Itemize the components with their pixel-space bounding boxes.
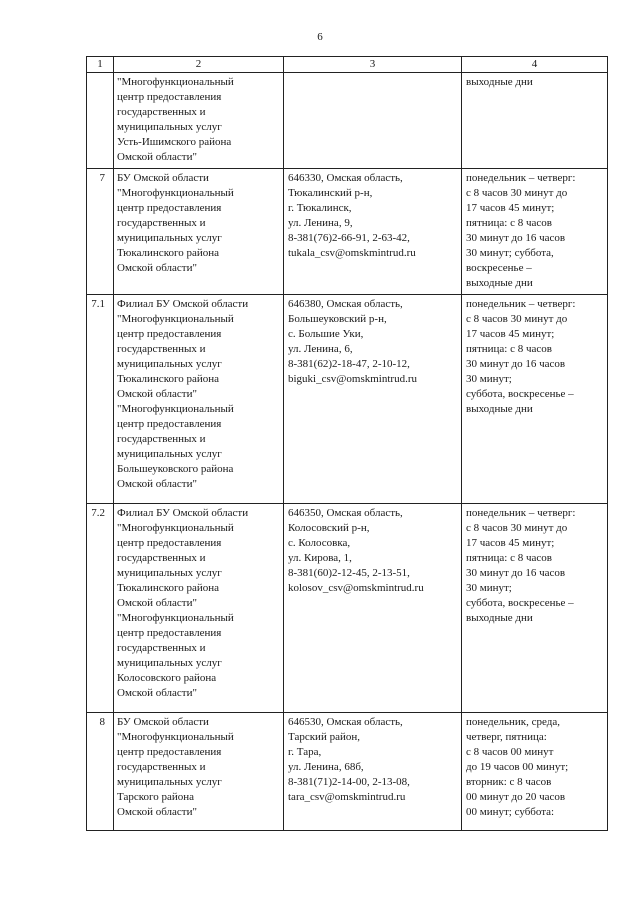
cell-line: Филиал БУ Омской области bbox=[117, 507, 249, 519]
cell-line: суббота, воскресенье – bbox=[466, 597, 574, 609]
organization-cell bbox=[114, 504, 284, 713]
cell-line: Большеуковского района bbox=[117, 463, 234, 475]
cell-line: 30 минут до 16 часов bbox=[466, 567, 566, 579]
cell-line: 30 минут; bbox=[466, 582, 512, 594]
header-cell: 4 bbox=[462, 57, 608, 73]
cell-line: "Многофункциональный bbox=[117, 313, 234, 325]
cell-line: с 8 часов 30 минут до bbox=[466, 522, 568, 534]
hours-cell bbox=[462, 713, 608, 831]
cell-line: 646380, Омская область, bbox=[288, 298, 403, 310]
cell-line: Филиал БУ Омской области bbox=[117, 298, 249, 310]
cell-line: "Многофункциональный bbox=[117, 403, 234, 415]
hours-cell bbox=[462, 169, 608, 295]
cell-line: пятница: с 8 часов bbox=[466, 217, 552, 229]
cell-line: муниципальных услуг bbox=[117, 448, 222, 460]
cell-line: biguki_csv@omskmintrud.ru bbox=[288, 373, 417, 385]
cell-line: Колосовского района bbox=[117, 672, 217, 684]
cell-line: до 19 часов 00 минут; bbox=[466, 761, 569, 773]
table-row bbox=[87, 713, 608, 831]
cell-line: "Многофункциональный bbox=[117, 187, 234, 199]
address-cell bbox=[284, 169, 462, 295]
cell-line: выходные дни bbox=[466, 277, 533, 289]
cell-line: 17 часов 45 минут; bbox=[466, 537, 555, 549]
cell-line: Тарский район, bbox=[288, 731, 360, 743]
cell-line: государственных и bbox=[117, 433, 206, 445]
cell-line: четверг, пятница: bbox=[466, 731, 547, 743]
cell-line: пятница: с 8 часов bbox=[466, 343, 552, 355]
cell-line: Большеуковский р-н, bbox=[288, 313, 387, 325]
cell-line: муниципальных услуг bbox=[117, 776, 222, 788]
organization-cell bbox=[114, 73, 284, 169]
cell-line: 30 минут до 16 часов bbox=[466, 358, 566, 370]
cell-line: с. Колосовка, bbox=[288, 537, 351, 549]
cell-line: Омской области" bbox=[117, 687, 197, 699]
cell-line: Тюкалинского района bbox=[117, 582, 220, 594]
cell-line: 17 часов 45 минут; bbox=[466, 328, 555, 340]
cell-line: государственных и bbox=[117, 343, 206, 355]
cell-line: воскресенье – bbox=[466, 262, 532, 274]
cell-line: центр предоставления bbox=[117, 91, 222, 103]
cell-line: Омской области" bbox=[117, 151, 197, 163]
table-row bbox=[87, 73, 608, 169]
row-number-cell bbox=[87, 73, 114, 169]
cell-line: вторник: с 8 часов bbox=[466, 776, 552, 788]
cell-line: Тарского района bbox=[117, 791, 195, 803]
cell-line: Омской области" bbox=[117, 597, 197, 609]
cell-line: центр предоставления bbox=[117, 537, 222, 549]
table-row bbox=[87, 504, 608, 713]
page-number: 6 bbox=[317, 31, 323, 43]
address-cell bbox=[284, 504, 462, 713]
cell-line: муниципальных услуг bbox=[117, 121, 222, 133]
cell-line: понедельник, среда, bbox=[466, 716, 560, 728]
row-number-cell: 7.2 bbox=[87, 504, 114, 713]
cell-line: Омской области" bbox=[117, 388, 197, 400]
cell-line: 646330, Омская область, bbox=[288, 172, 403, 184]
cell-line: центр предоставления bbox=[117, 746, 222, 758]
table-row bbox=[87, 295, 608, 504]
hours-cell bbox=[462, 504, 608, 713]
cell-line: с 8 часов 00 минут bbox=[466, 746, 554, 758]
cell-line: kolosov_csv@omskmintrud.ru bbox=[288, 582, 424, 594]
row-number-cell: 8 bbox=[87, 713, 114, 831]
organization-cell bbox=[114, 169, 284, 295]
cell-line: ул. Ленина, 6, bbox=[288, 343, 353, 355]
header-cell: 1 bbox=[87, 57, 114, 73]
cell-line: 646530, Омская область, bbox=[288, 716, 403, 728]
cell-line: БУ Омской области bbox=[117, 172, 209, 184]
cell-line: 30 минут до 16 часов bbox=[466, 232, 566, 244]
cell-line: г. Тара, bbox=[288, 746, 322, 758]
cell-line: г. Тюкалинск, bbox=[288, 202, 352, 214]
cell-line: с. Большие Уки, bbox=[288, 328, 364, 340]
header-cell: 2 bbox=[114, 57, 284, 73]
cell-line: 30 минут; суббота, bbox=[466, 247, 554, 259]
cell-line: "Многофункциональный bbox=[117, 76, 234, 88]
cell-line: 646350, Омская область, bbox=[288, 507, 403, 519]
cell-line: муниципальных услуг bbox=[117, 358, 222, 370]
cell-line: центр предоставления bbox=[117, 627, 222, 639]
cell-line: Омской области" bbox=[117, 806, 197, 818]
cell-line: центр предоставления bbox=[117, 418, 222, 430]
cell-line: 00 минут; суббота: bbox=[466, 806, 555, 818]
organization-cell bbox=[114, 295, 284, 504]
cell-line: ул. Ленина, 9, bbox=[288, 217, 353, 229]
cell-line: tukala_csv@omskmintrud.ru bbox=[288, 247, 416, 259]
cell-line: 8-381(62)2-18-47, 2-10-12, bbox=[288, 358, 410, 370]
hours-cell bbox=[462, 73, 608, 169]
hours-cell bbox=[462, 295, 608, 504]
cell-line: муниципальных услуг bbox=[117, 657, 222, 669]
cell-line: "Многофункциональный bbox=[117, 731, 234, 743]
cell-line: понедельник – четверг: bbox=[466, 172, 576, 184]
cell-line: Омской области" bbox=[117, 478, 197, 490]
organization-cell bbox=[114, 713, 284, 831]
cell-line: "Многофункциональный bbox=[117, 522, 234, 534]
cell-line: понедельник – четверг: bbox=[466, 507, 576, 519]
cell-line: 30 минут; bbox=[466, 373, 512, 385]
cell-line: Омской области" bbox=[117, 262, 197, 274]
cell-line: центр предоставления bbox=[117, 202, 222, 214]
cell-line: выходные дни bbox=[466, 76, 533, 88]
cell-line: государственных и bbox=[117, 761, 206, 773]
cell-line: пятница: с 8 часов bbox=[466, 552, 552, 564]
cell-line: 17 часов 45 минут; bbox=[466, 202, 555, 214]
cell-line: Усть-Ишимского района bbox=[117, 136, 232, 148]
cell-line: ул. Кирова, 1, bbox=[288, 552, 352, 564]
cell-line: государственных и bbox=[117, 642, 206, 654]
cell-line: с 8 часов 30 минут до bbox=[466, 313, 568, 325]
cell-line: Тюкалинского района bbox=[117, 247, 220, 259]
cell-line: "Многофункциональный bbox=[117, 612, 234, 624]
table-header-row bbox=[87, 57, 608, 73]
cell-line: муниципальных услуг bbox=[117, 232, 222, 244]
row-number-cell: 7.1 bbox=[87, 295, 114, 504]
mfc-table bbox=[86, 56, 608, 831]
cell-line: с 8 часов 30 минут до bbox=[466, 187, 568, 199]
cell-line: Тюкалинский р-н, bbox=[288, 187, 373, 199]
cell-line: 00 минут до 20 часов bbox=[466, 791, 566, 803]
cell-line: tara_csv@omskmintrud.ru bbox=[288, 791, 406, 803]
cell-line: муниципальных услуг bbox=[117, 567, 222, 579]
cell-line: БУ Омской области bbox=[117, 716, 209, 728]
cell-line: выходные дни bbox=[466, 403, 533, 415]
cell-line: 8-381(71)2-14-00, 2-13-08, bbox=[288, 776, 410, 788]
address-cell bbox=[284, 73, 462, 169]
cell-line: 8-381(76)2-66-91, 2-63-42, bbox=[288, 232, 410, 244]
cell-line: государственных и bbox=[117, 106, 206, 118]
cell-line: суббота, воскресенье – bbox=[466, 388, 574, 400]
cell-line: понедельник – четверг: bbox=[466, 298, 576, 310]
cell-line: центр предоставления bbox=[117, 328, 222, 340]
cell-line: Колосовский р-н, bbox=[288, 522, 370, 534]
row-number-cell: 7 bbox=[87, 169, 114, 295]
cell-line: Тюкалинского района bbox=[117, 373, 220, 385]
cell-line: выходные дни bbox=[466, 612, 533, 624]
cell-line: 8-381(60)2-12-45, 2-13-51, bbox=[288, 567, 410, 579]
cell-line: ул. Ленина, 68б, bbox=[288, 761, 364, 773]
address-cell bbox=[284, 713, 462, 831]
header-cell: 3 bbox=[284, 57, 462, 73]
cell-line: государственных и bbox=[117, 217, 206, 229]
table-row bbox=[87, 169, 608, 295]
cell-line: государственных и bbox=[117, 552, 206, 564]
address-cell bbox=[284, 295, 462, 504]
